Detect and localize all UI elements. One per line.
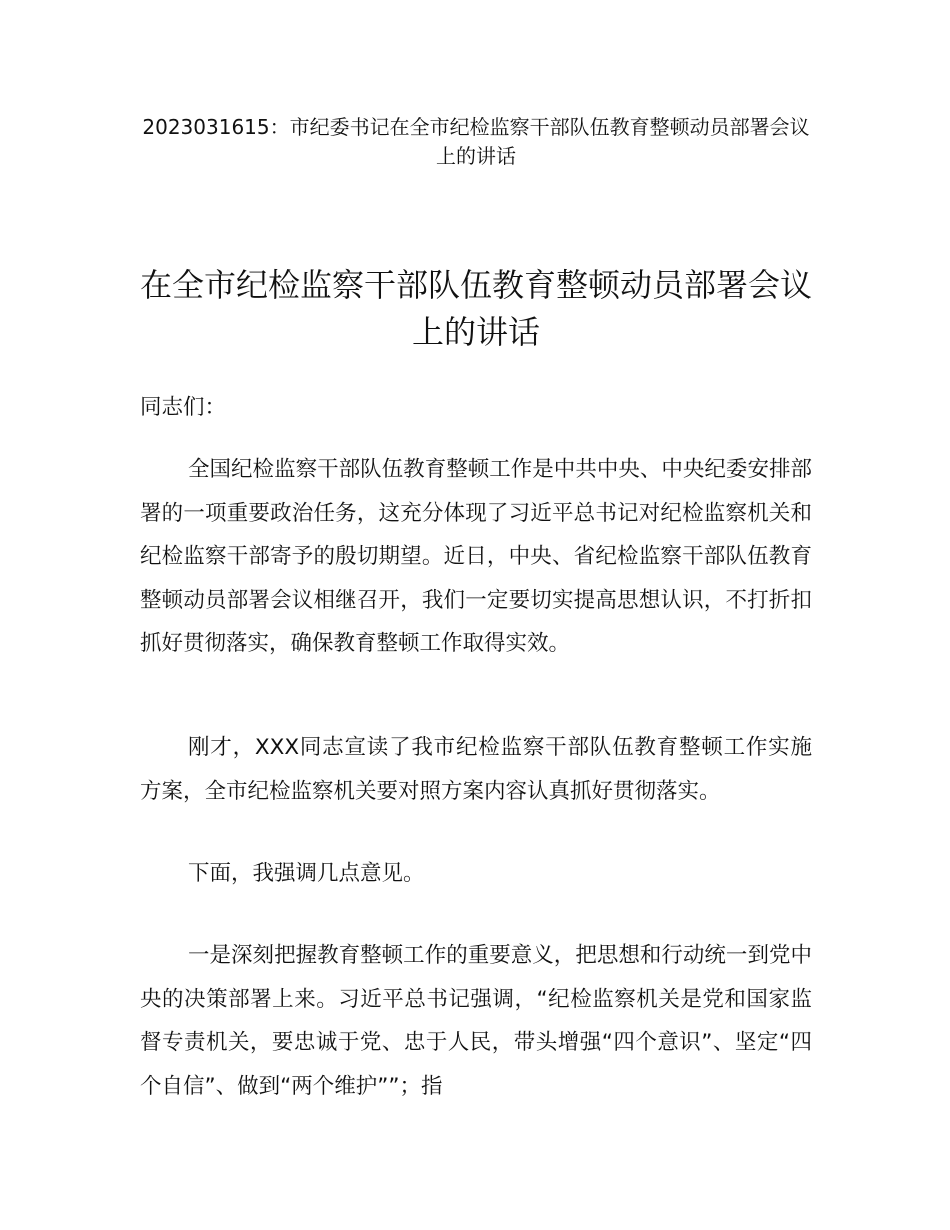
document-title: 在全市纪检监察干部队伍教育整顿动员部署会议上的讲话 [140, 266, 813, 351]
paragraph-4: 一是深刻把握教育整顿工作的重要意义，把思想和行动统一到党中央的决策部署上来。习近平总书记强调，“纪检监察机关是党和国家监督专责机关，要忠诚于党、忠于人民，带头增强“四个意识”、坚定“四个自信”、做到“两个维护””；指 [140, 943, 812, 1099]
document-header: 2023031615：市纪委书记在全市纪检监察干部队伍教育整顿动员部署会议上的讲话 [142, 115, 810, 168]
paragraph-3: 下面，我强调几点意见。 [188, 861, 425, 886]
paragraph-1: 全国纪检监察干部队伍教育整顿工作是中共中央、中央纪委安排部署的一项重要政治任务，这充分体现了习近平总书记对纪检监察机关和纪检监察干部寄予的殷切期望。近日，中央、省纪检监察干部队伍教育整顿动员部署会议相继召开，我们一定要切实提高思想认识，不打折扣抓好贯彻落实，确保教育整顿工作取得实效。 [140, 457, 812, 656]
paragraph-2: 刚才，XXX同志宣读了我市纪检监察干部队伍教育整顿工作实施方案，全市纪检监察机关要对照方案内容认真抓好贯彻落实。 [140, 735, 812, 804]
salutation: 同志们： [140, 395, 227, 420]
